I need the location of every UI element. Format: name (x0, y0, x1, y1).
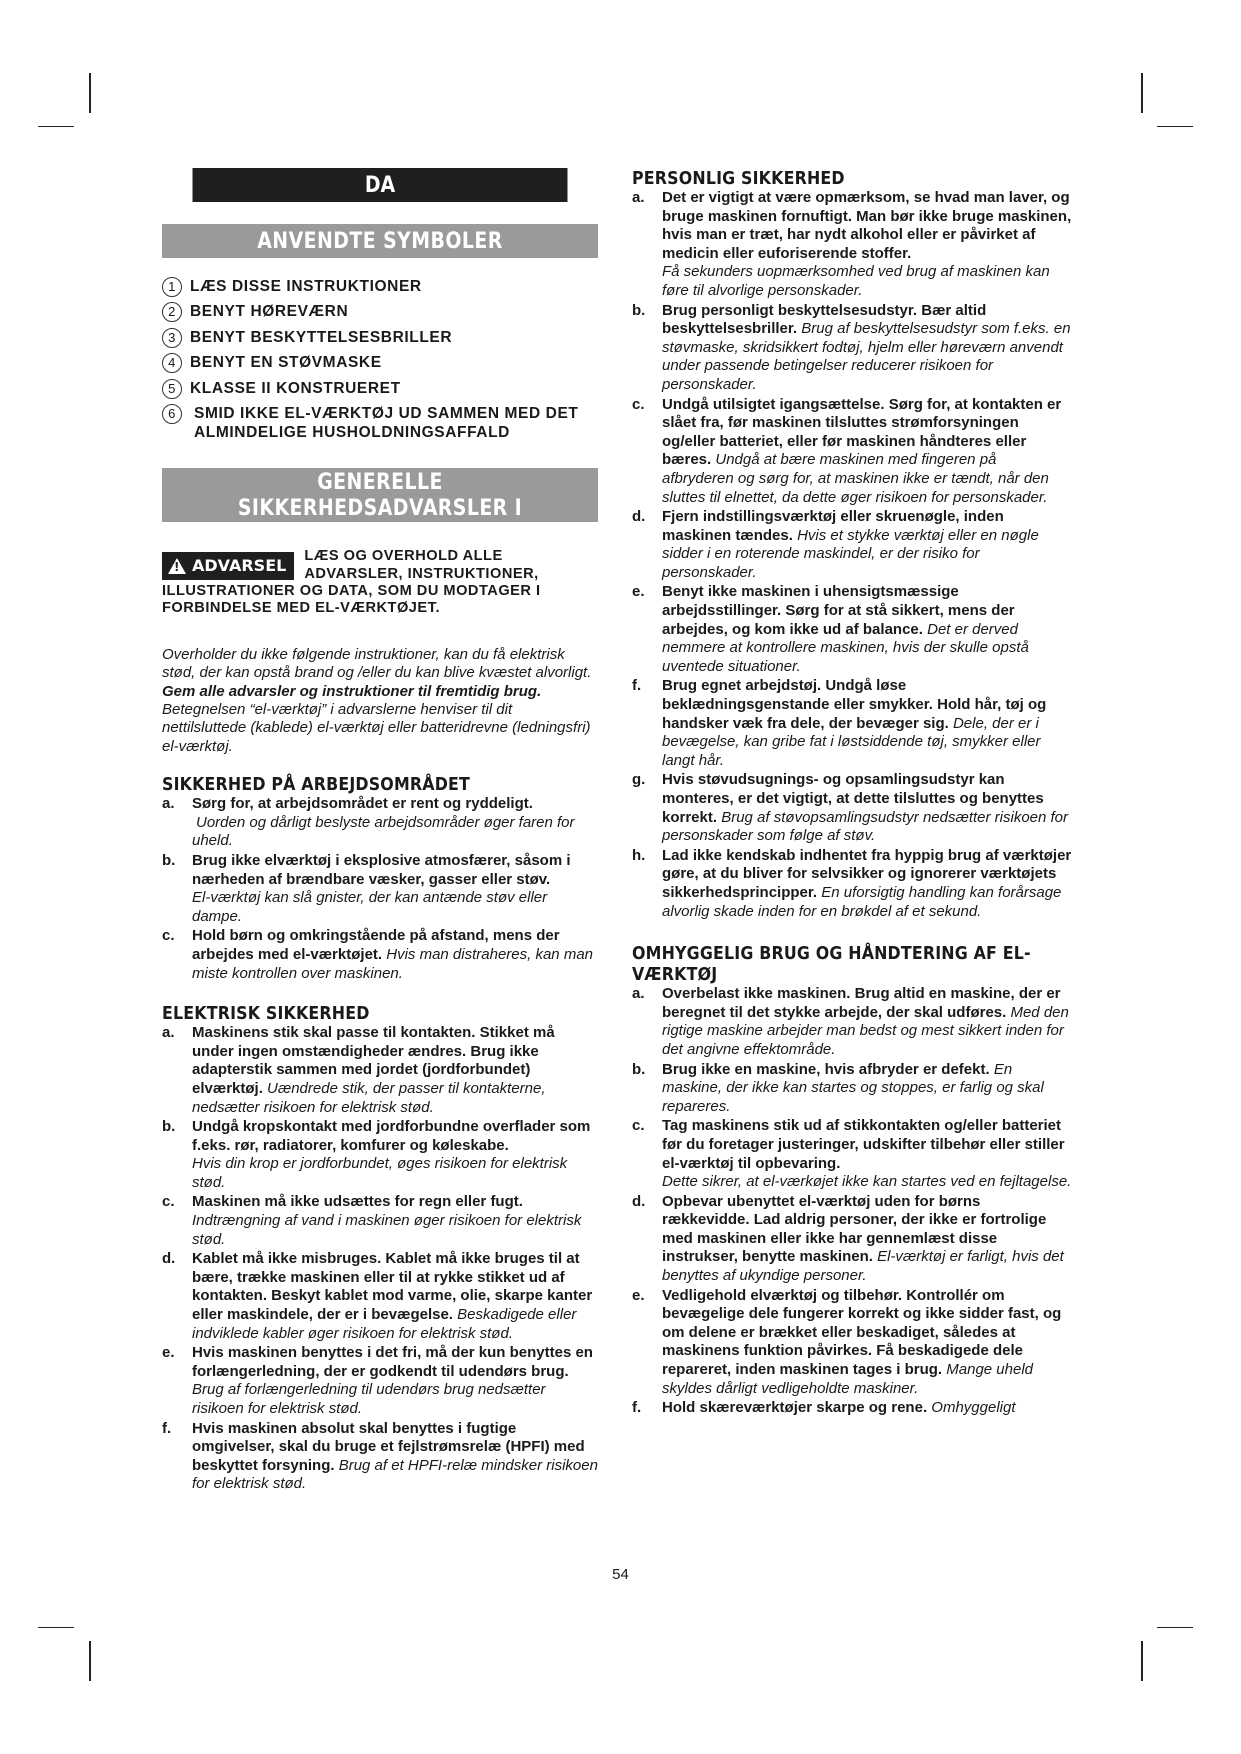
section-title: OMHYGGELIG BRUG OG HÅNDTERING AF EL-VÆRKTØJ (632, 943, 1031, 986)
item-label: c. (632, 1117, 645, 1135)
item-label: c. (162, 1193, 175, 1211)
symbol-number: 1 (162, 277, 182, 297)
item-lead: Lad ikke kendskab indhentet fra hyppig brug af værktøjer gøre, at du bliver for selvsikker og ignorerer værktøjets sikkerhedsprincipper. (662, 846, 1072, 901)
symbol-item (162, 303, 598, 322)
item-note: Uorden og dårligt beslyste arbejdsområder øger faren for uheld. (192, 813, 575, 850)
item-note: Brug af et HPFI-relæ mindsker risikoen for elektrisk stød. (192, 1456, 598, 1493)
symbol-item (162, 278, 598, 297)
item-label: c. (632, 395, 645, 413)
item-note: En maskine, der ikke kan startes og stoppes, er farlig og skal repareres. (662, 1060, 1044, 1115)
symbol-item (162, 354, 598, 373)
symbol-item (162, 405, 598, 442)
warning-badge-label: ADVARSEL (192, 556, 287, 576)
section-personal-safety (632, 168, 1072, 921)
item-label: b. (162, 851, 176, 869)
section-tool-use (632, 943, 1072, 1418)
item-label: g. (632, 771, 646, 789)
item-lead: Hvis maskinen absolut skal benyttes i fugtige omgivelser, skal du bruge et fejlstrømsrelæ (HPFI) med beskyttet forsyning. (192, 1419, 585, 1474)
item-label: f. (162, 1419, 172, 1437)
list-item (632, 677, 1072, 770)
crop-mark (1157, 126, 1193, 127)
symbol-text: KLASSE II KONSTRUERET (190, 379, 401, 397)
item-note: Dette sikrer, at el-værkøjet ikke kan startes ved en fejltagelse. (662, 1173, 1072, 1191)
item-note: Indtrængning af vand i maskinen øger risikoen for elektrisk stød. (192, 1212, 582, 1248)
item-lead: Maskinen må ikke udsættes for regn eller fugt. (192, 1193, 523, 1211)
crop-mark (89, 73, 91, 113)
list-item (162, 795, 598, 851)
section-title: SIKKERHED PÅ ARBEJDSOMRÅDET (162, 774, 471, 796)
list-item (162, 1118, 598, 1192)
symbol-text: BENYT HØREVÆRN (190, 303, 349, 321)
crop-mark (1141, 1641, 1143, 1681)
item-label: e. (162, 1344, 175, 1362)
list-item (632, 189, 1072, 301)
warning-triangle-icon (168, 558, 186, 574)
item-lead: Hvis støvudsugnings- og opsamlingsudstyr kan monteres, er det vigtigt, at dette tilsluttes og benyttes korrekt. (662, 771, 1044, 826)
general-title-line2: RELATION TIL EL-VÆRKTØJ (234, 522, 526, 548)
list-item (162, 1420, 598, 1494)
item-lead: Brug ikke en maskine, hvis afbryder er defekt. (662, 1060, 990, 1078)
list-item (162, 852, 598, 926)
item-note: Omhyggeligt (931, 1399, 1016, 1417)
item-note: El-værktøj kan slå gnister, der kan antænde støv eller dampe. (192, 889, 548, 925)
item-label: d. (162, 1250, 176, 1268)
item-lead: Hold børn og omkringstående på afstand, mens der arbejdes med el-værktøjet. (192, 927, 560, 963)
item-note: Hvis man distraheres, kan man miste kontrollen over maskinen. (192, 945, 593, 982)
section-work-area (162, 774, 598, 983)
list-item (632, 771, 1072, 845)
item-note: Beskadigede eller indviklede kabler øger risikoen for elektrisk stød. (192, 1306, 577, 1342)
item-note: Mange uheld skyldes dårligt vedligeholdte maskiner. (662, 1361, 1033, 1397)
left-column (162, 168, 598, 1494)
item-note: Undgå at bære maskinen med fingeren på afbryderen og sørg for, at maskinen ikke er tændt, når den sluttes til elnettet, da dette øger risikoen for personskader. (662, 451, 1049, 506)
symbols-title-bar (162, 224, 598, 258)
right-column (632, 168, 1072, 1418)
language-bar: DA (193, 168, 568, 202)
list-item (632, 1117, 1072, 1191)
section-title: ELEKTRISK SIKKERHED (162, 1003, 370, 1025)
general-title-bar (162, 468, 598, 548)
item-lead: Undgå utilsigtet igangsættelse. Sørg for, at kontakten er slået fra, før maskinen tilsluttes strømforsyningen og/eller batteriet, eller før maskinen håndteres eller bæres. (662, 395, 1062, 469)
intro-paragraph (162, 646, 598, 756)
item-label: a. (632, 985, 645, 1003)
item-note: Brug af beskyttelsesudstyr som f.eks. en støvmaske, skridsikkert fodtøj, hjelm eller høreværn anvendt under passende betingelser reducerer risikoen for personskader. (662, 320, 1071, 393)
intro-text: Overholder du ikke følgende instruktioner, kan du få elektrisk stød, der kan opstå brand og /eller du kan blive kvæstet alvorligt. (162, 645, 592, 682)
item-note: Uændrede stik, der passer til kontakterne, nedsætter risikoen for elektrisk stød. (192, 1079, 546, 1116)
warning-text: LÆS OG OVERHOLD ALLE ADVARSLER, INSTRUKTIONER, ILLUSTRATIONER OG DATA, SOM DU MODTAGER I FORBINDELSE MED EL-VÆRKTØJET. (162, 548, 541, 617)
symbols-list (162, 278, 598, 442)
item-note: Hvis din krop er jordforbundet, øges risikoen for elektrisk stød. (192, 1155, 568, 1191)
item-lead: Brug ikke elværktøj i eksplosive atmosfærer, såsom i nærheden af brændbare væsker, gasser eller støv. (192, 851, 571, 888)
symbol-number: 6 (162, 404, 182, 424)
symbol-number: 3 (162, 328, 182, 348)
list-item (162, 927, 598, 983)
list-item (632, 583, 1072, 676)
intro-text-2: Betegnelsen “el-værktøj” i advarslerne henviser til dit nettilsluttede (kablede) el-værktøj eller batteridrevne (ledningsfri) el-værktøj. (162, 700, 591, 755)
general-title-line1: GENERELLE SIKKERHEDSADVARSLER I (237, 470, 523, 522)
list-item (162, 1250, 598, 1343)
item-lead: Brug egnet arbejdstøj. Undgå løse beklædningsgenstande eller smykker. Hold hår, tøj og handsker væk fra dele, der bevæger sig. (662, 677, 1047, 732)
warning-block (162, 548, 598, 618)
list-item (632, 302, 1072, 395)
symbol-number: 2 (162, 302, 182, 322)
section-items (162, 1024, 598, 1494)
item-label: b. (632, 1060, 646, 1078)
list-item (632, 508, 1072, 582)
item-label: b. (162, 1118, 176, 1136)
item-label: d. (632, 508, 646, 526)
item-label: d. (632, 1192, 646, 1210)
item-lead: Overbelast ikke maskinen. Brug altid en maskine, der er beregnet til det stykke arbejde, der skal udføres. (662, 985, 1061, 1021)
item-note: Brug af forlængerledning til udendørs brug nedsætter risikoen for elektrisk stød. (192, 1381, 546, 1418)
list-item (632, 396, 1072, 508)
item-lead: Det er vigtigt at være opmærksom, se hvad man laver, og bruge maskinen fornuftigt. Man bør ikke bruge maskinen, hvis man er træt, har nydt alkohol eller er påvirket af medicin eller euforiserende stoffer. (662, 189, 1072, 262)
intro-bold: Gem alle advarsler og instruktioner til fremtidig brug. (162, 682, 542, 700)
item-note: Med den rigtige maskine arbejder man bedst og mest sikkert inden for det angivne effektområde. (662, 1003, 1069, 1058)
item-note: Få sekunders uopmærksomhed ved brug af maskinen kan føre til alvorlige personskader. (662, 263, 1050, 299)
item-note: Det er derved nemmere at kontrollere maskinen, hvis der skulle opstå uventede situationer. (662, 620, 1029, 675)
item-label: b. (632, 301, 646, 319)
item-lead: Maskinens stik skal passe til kontakten. Stikket må under ingen omstændigheder ændres. Brug ikke adapterstik sammen med jordet (jordforbundet) elværktøj. (192, 1024, 555, 1097)
item-lead: Hold skæreværktøjer skarpe og rene. (662, 1399, 928, 1417)
crop-mark (1141, 73, 1143, 113)
symbol-item (162, 329, 598, 348)
list-item (162, 1193, 598, 1249)
item-lead: Kablet må ikke misbruges. Kablet må ikke bruges til at bære, trække maskinen eller til at rykke stikket ud af kontakten. Beskyt kablet mod varme, olie, skarpe kanter eller maskindele, der er i bevægelse. (192, 1250, 593, 1324)
section-items (632, 189, 1072, 921)
item-label: e. (632, 1286, 645, 1304)
item-label: h. (632, 846, 646, 864)
item-lead: Brug personligt beskyttelsesudstyr. Bær altid beskyttelsesbriller. (662, 301, 987, 338)
item-lead: Tag maskinens stik ud af stikkontakten og/eller batteriet før du foretager justeringer, udskifter tilbehør eller stiller el-værktøj til opbevaring. (662, 1117, 1065, 1172)
list-item (162, 1344, 598, 1418)
list-item (632, 985, 1072, 1059)
crop-mark (89, 1641, 91, 1681)
item-lead: Opbevar ubenyttet el-værktøj uden for børns rækkevidde. Lad aldrig personer, der ikke er fortrolige med maskinen eller ikke har gennemlæst disse instrukser, benytte maskinen. (662, 1192, 1047, 1266)
item-note: Dele, der er i bevægelse, kan gribe fat i løstsiddende tøj, smykker eller langt hår. (662, 714, 1041, 769)
item-note: El-værktøj er farligt, hvis det benyttes af ukyndige personer. (662, 1248, 1064, 1285)
item-note: Brug af støvopsamlingsudstyr nedsætter risikoen for personskader som følge af støv. (662, 808, 1069, 845)
page-number: 54 (612, 1566, 629, 1583)
list-item (162, 1024, 598, 1117)
item-label: a. (162, 1024, 175, 1042)
list-item (632, 847, 1072, 921)
item-label: a. (632, 189, 645, 206)
item-lead: Sørg for, at arbejdsområdet er rent og ryddeligt. (192, 795, 533, 813)
item-lead: Hvis maskinen benyttes i det fri, må der kun benyttes en forlængerledning, der er godkendt til udendørs brug. (192, 1344, 593, 1380)
symbol-text: BENYT EN STØVMASKE (190, 354, 382, 372)
symbol-text: SMID IKKE EL-VÆRKTØJ UD SAMMEN MED DET ALMINDELIGE HUSHOLDNINGSAFFALD (194, 404, 579, 441)
symbol-number: 4 (162, 353, 182, 373)
symbol-text: LÆS DISSE INSTRUKTIONER (190, 278, 422, 295)
crop-mark (38, 1627, 74, 1628)
crop-mark (1157, 1627, 1193, 1628)
list-item (632, 1399, 1072, 1418)
section-items (162, 795, 598, 983)
warning-badge (162, 552, 294, 580)
item-note: Hvis et stykke værktøj eller en nøgle sidder i en roterende maskindel, er der risiko for personskader. (662, 526, 1039, 581)
item-label: f. (632, 1399, 642, 1417)
symbols-title: ANVENDTE SYMBOLER (257, 229, 503, 254)
item-label: c. (162, 927, 175, 945)
symbol-text: BENYT BESKYTTELSESBRILLER (190, 328, 453, 346)
item-label: a. (162, 795, 175, 813)
list-item (632, 1061, 1072, 1117)
section-title: PERSONLIG SIKKERHED (632, 168, 845, 189)
item-label: f. (632, 677, 642, 695)
symbol-number: 5 (162, 379, 182, 399)
section-electrical (162, 1003, 598, 1494)
item-lead: Vedligehold elværktøj og tilbehør. Kontrollér om bevægelige dele fungerer korrekt og ikke sidder fast, og om delene er brækket eller beskadiget, således at maskinens funktion påvirkes. Få beskadigede dele repareret, inden maskinen tages i brug. (662, 1286, 1062, 1379)
list-item (632, 1287, 1072, 1399)
item-lead: Benyt ikke maskinen i uhensigtsmæssige arbejdsstillinger. Sørg for at stå sikkert, mens der arbejdes, og kom ikke ud af balance. (662, 583, 1015, 638)
crop-mark (38, 126, 74, 127)
item-note: En uforsigtig handling kan forårsage alvorlig skade inden for en brøkdel af et sekund. (662, 883, 1062, 920)
item-lead: Undgå kropskontakt med jordforbundne overflader som f.eks. rør, radiatorer, komfurer og køleskabe. (192, 1118, 591, 1154)
item-lead: Fjern indstillingsværktøj eller skruenøgle, inden maskinen tændes. (662, 508, 1004, 544)
list-item (632, 1193, 1072, 1286)
symbol-item (162, 380, 598, 399)
item-label: e. (632, 583, 645, 601)
section-items (632, 985, 1072, 1418)
